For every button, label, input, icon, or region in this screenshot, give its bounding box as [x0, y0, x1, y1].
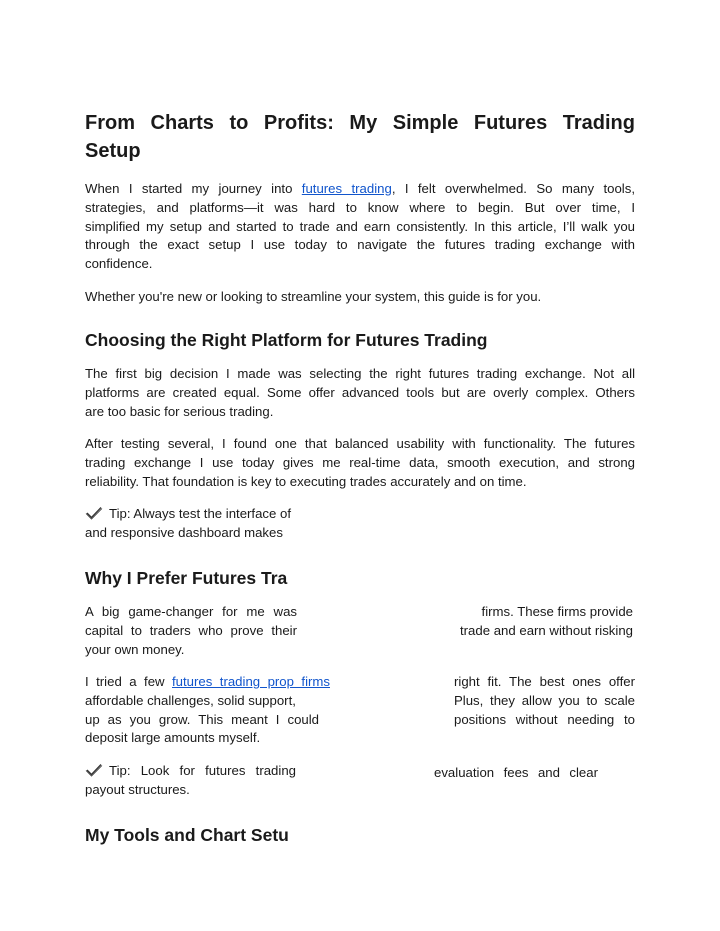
intro-line-5: confidence.: [85, 256, 153, 272]
prop-paragraph-1-left: [85, 603, 297, 659]
prop-p2-left-line-1: [85, 673, 330, 692]
prop-p2-text: I tried a few: [85, 674, 173, 689]
prop-paragraph-2-left: [85, 673, 330, 748]
platform-p2-line-3: reliability. That foundation is key to executing trades accurately and on time.: [85, 473, 527, 489]
prop-paragraph-2-right: [454, 673, 635, 729]
page-title: [85, 109, 635, 165]
platform-p1-line-3: are too basic for serious trading.: [85, 403, 274, 419]
section-heading-prop-firms: Why I Prefer Futures Tra: [85, 568, 288, 588]
prop-p2-left-line-3: up as you grow. This meant I could: [85, 711, 319, 727]
platform-p1-line-2: platforms are created equal. Some offer advanced tools but are overly complex. Others: [85, 384, 635, 400]
prop-p2-left-line-2: affordable challenges, solid support,: [85, 692, 296, 708]
intro-paragraph: [85, 180, 635, 274]
prop-p1-left-line-3: your own money.: [85, 641, 185, 657]
intro-line-1: [85, 180, 635, 199]
check-icon: [85, 506, 103, 520]
prop-p1-right-line-2: trade and earn without risking: [459, 622, 633, 638]
platform-tip-text: Tip: Always test the interface of: [109, 506, 292, 521]
intro2-text: Whether you're new or looking to streamline your system, this guide is for you.: [85, 289, 542, 304]
prop-tip-right: [434, 764, 598, 783]
prop-p1-left-line-2: capital to traders who prove their: [85, 622, 297, 638]
platform-paragraph-1: [85, 365, 635, 421]
futures-trading-prop-firms-link[interactable]: futures trading prop firms: [172, 674, 330, 689]
prop-paragraph-1-right: [445, 603, 633, 641]
platform-p2-line-2: trading exchange I use today gives me real-time data, smooth execution, and strong: [85, 454, 635, 470]
prop-p2-right-line-3: positions without needing to: [454, 711, 635, 727]
intro-paragraph-2: [85, 288, 635, 307]
prop-tip-right-text: evaluation fees and clear: [434, 765, 598, 780]
platform-tip: [85, 505, 291, 543]
prop-p2-right-line-2: Plus, they allow you to scale: [454, 692, 635, 708]
page-title-line-1: From Charts to Profits: My Simple Futures Trading: [85, 112, 635, 134]
page-title-line-2: Setup: [85, 140, 141, 162]
platform-tip-line-1: [85, 505, 291, 524]
intro-text: , I felt overwhelmed. So many tools,: [391, 181, 635, 196]
intro-line-4: through the exact setup I use today to navigate the futures trading exchange with: [85, 237, 635, 253]
prop-p1-right-line-1: firms. These firms provide: [481, 604, 633, 619]
intro-line-2: strategies, and platforms—it was hard to know where to begin. But over time, I: [85, 199, 635, 215]
check-icon: [85, 763, 103, 777]
platform-p2-line-1: After testing several, I found one that balanced usability with functionality. The futures: [85, 436, 635, 451]
prop-p2-left-line-4: deposit large amounts myself.: [85, 730, 261, 746]
platform-p1-line-1: The first big decision I made was selecting the right futures trading exchange. Not all: [85, 366, 635, 381]
futures-trading-link[interactable]: futures trading: [301, 181, 392, 196]
platform-tip-line-2: and responsive dashboard makes: [85, 524, 283, 540]
prop-tip-left: [85, 762, 296, 800]
section-heading-tools: My Tools and Chart Setu: [85, 825, 289, 845]
prop-tip-left-line-1: [85, 762, 296, 781]
prop-p1-left-line-1: A big game-changer for me was: [85, 604, 297, 619]
intro-text: When I started my journey into: [85, 181, 302, 196]
section-heading-platform: Choosing the Right Platform for Futures Trading: [85, 330, 488, 350]
prop-p2-right-line-1: right fit. The best ones offer: [454, 674, 635, 689]
platform-paragraph-2: [85, 435, 635, 491]
intro-line-3: simplified my setup and started to trade and earn consistently. In this article, I’ll walk you: [85, 218, 635, 234]
prop-tip-text: Tip: Look for futures trading: [109, 763, 296, 778]
prop-tip-left-line-2: payout structures.: [85, 781, 190, 797]
